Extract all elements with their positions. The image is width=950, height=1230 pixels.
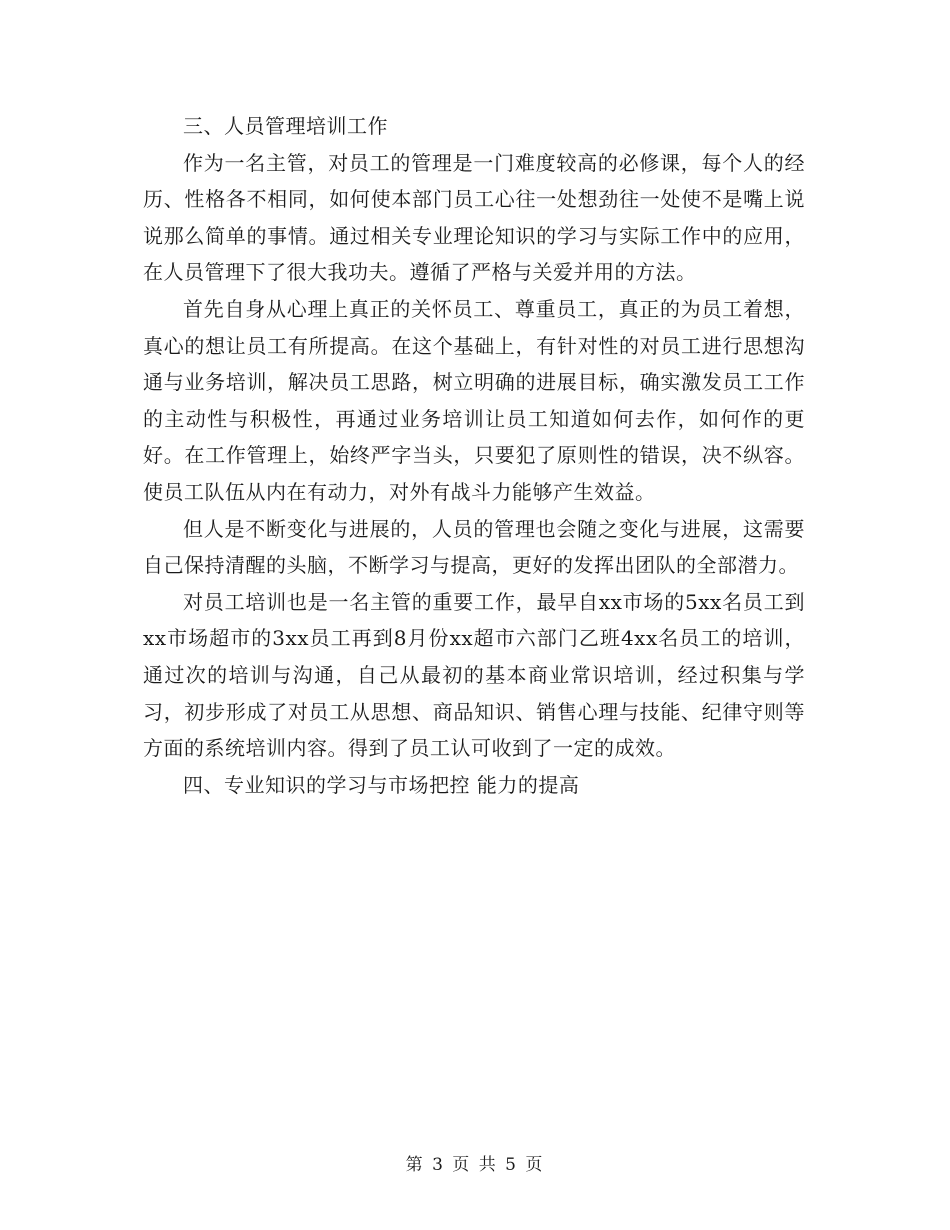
section-heading-3: 三、人员管理培训工作 — [183, 114, 388, 138]
paragraph-management: 作为一名主管，对员工的管理是一门难度较高的必修课，每个人的经历、性格各不相同，如何使本部门员工心往一处想劲往一处使不是嘴上说说那么简单的事情。通过相关专业理论知识的学习与实际工作中的应用，在人员管理下了很大我功夫。遵循了严格与关爱并用的方法。 — [143, 150, 805, 285]
page-number-footer: 第 3 页 共 5 页 — [405, 1155, 545, 1175]
paragraph-training: 对员工培训也是一名主管的重要工作，最早自xx市场的5xx名员工到xx市场超市的3xx员工再到8月份xx超市六部门乙班4xx名员工的培训，通过次的培训与沟通，自己从最初的基本商业常识培训，经过积集与学习，初步形成了对员工从思想、商品知识、销售心理与技能、纪律守则等方面的系统培训内容。得到了员工认可收到了一定的成效。 — [143, 589, 805, 761]
paragraph-change: 但人是不断变化与进展的，人员的管理也会随之变化与进展，这需要自己保持清醒的头脑，不断学习与提高，更好的发挥出团队的全部潜力。 — [143, 516, 805, 578]
paragraph-care: 首先自身从心理上真正的关怀员工、尊重员工，真正的为员工着想，真心的想让员工有所提高。在这个基础上，有针对性的对员工进行思想沟通与业务培训，解决员工思路，树立明确的进展目标，确实激发员工工作的主动性与积极性，再通过业务培训让员工知道如何去作，如何作的更好。在工作管理上，始终严字当头，只要犯了原则性的错误，决不纵容。使员工队伍从内在有动力，对外有战斗力能够产生效益。 — [143, 296, 805, 504]
section-heading-4: 四、专业知识的学习与市场把控 能力的提高 — [183, 772, 580, 797]
document-body — [143, 108, 805, 803]
